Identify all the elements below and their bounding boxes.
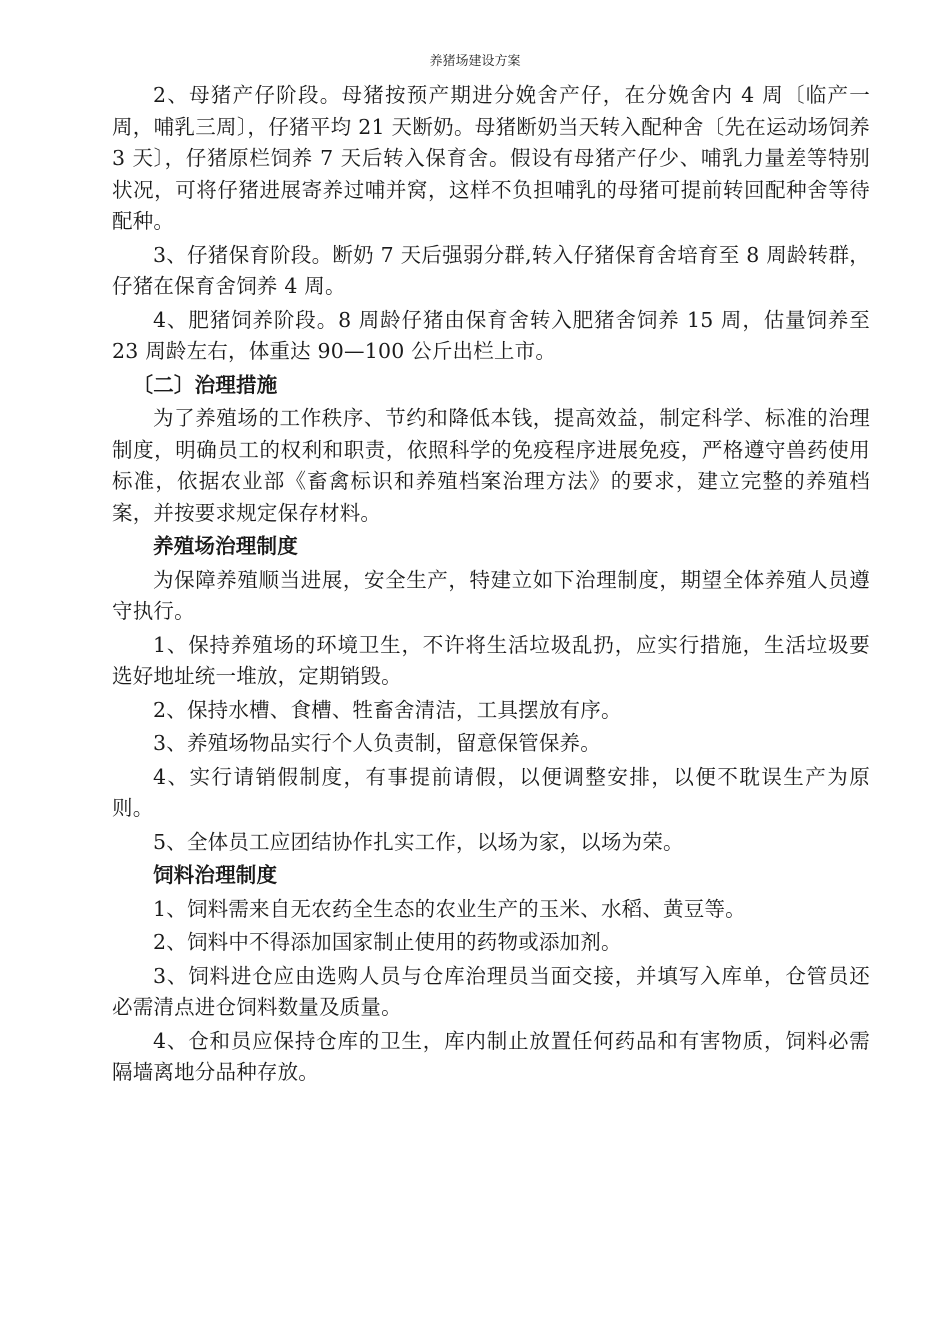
paragraph-farm-rule-2: 2、保持水槽、食槽、牲畜舍清洁，工具摆放有序。 [153,697,622,722]
paragraph-farm-rules-intro: 为保障养殖顺当进展，安全生产，特建立如下治理制度，期望全体养殖人员遵守执行。 [112,567,870,623]
paragraph-feed-rule-3: 3、饲料进仓应由选购人员与仓库治理员当面交接，并填写入库单，仓管员还必需清点进仓饲料数量及质量。 [112,963,870,1019]
sub-heading-feed-rules: 饲料治理制度 [153,863,278,887]
page-header: 养猪场建设方案 [429,54,521,69]
paragraph-management-intro: 为了养殖场的工作秩序、节约和降低本钱，提高效益，制定科学、标准的治理制度，明确员工的权利和职责，依照科学的免疫程序进展免疫，严格遵守兽药使用标准，依据农业部《畜禽标识和养殖档案治理方法》的要求，建立完整的养殖档案，并按要求规定保存材料。 [112,406,870,525]
paragraph-farm-rule-1: 1、保持养殖场的环境卫生，不许将生活垃圾乱扔，应实行措施，生活垃圾要选好地址统一堆放，定期销毁。 [112,632,870,688]
paragraph-feed-rule-2: 2、饲料中不得添加国家制止使用的药物或添加剂。 [153,930,622,954]
paragraph-farm-rule-5: 5、全体员工应团结协作扎实工作，以场为家，以场为荣。 [153,829,684,854]
paragraph-sow-farrowing: 2、母猪产仔阶段。母猪按预产期进分娩舍产仔，在分娩舍内 4 周〔临产一周，哺乳三周〕，仔猪平均 21 天断奶。母猪断奶当天转入配种舍〔先在运动场饲养 3 天〕，仔猪原栏饲养 7 天后转入保育舍。假设有母猪产仔少、哺乳力量差等特别状况，可将仔猪进展寄养过哺并窝，这样不负担哺乳的母猪可提前转回配种舍等待配种。 [112,83,870,233]
paragraph-feed-rule-4: 4、仓和员应保持仓库的卫生，库内制止放置任何药品和有害物质，饲料必需隔墙离地分品种存放。 [112,1028,870,1084]
paragraph-feed-rule-1: 1、饲料需来自无农药全生态的农业生产的玉米、水稻、黄豆等。 [153,896,746,921]
sub-heading-farm-rules: 养殖场治理制度 [153,534,298,558]
paragraph-fattening: 4、肥猪饲养阶段。8 周龄仔猪由保育舍转入肥猪舍饲养 15 周，估量饲养至 23 周龄左右，体重达 90—100 公斤出栏上市。 [112,307,870,363]
paragraph-farm-rule-3: 3、养殖场物品实行个人负责制，留意保管保养。 [153,731,601,755]
document-body [112,80,870,1089]
paragraph-piglet-nursery: 3、仔猪保育阶段。断奶 7 天后强弱分群,转入仔猪保育舍培育至 8 周龄转群，仔猪在保育舍饲养 4 周。 [112,242,870,298]
section-heading-management: 〔二〕治理措施 [132,372,278,397]
paragraph-farm-rule-4: 4、实行请销假制度，有事提前请假，以便调整安排，以便不耽误生产为原则。 [112,764,870,820]
